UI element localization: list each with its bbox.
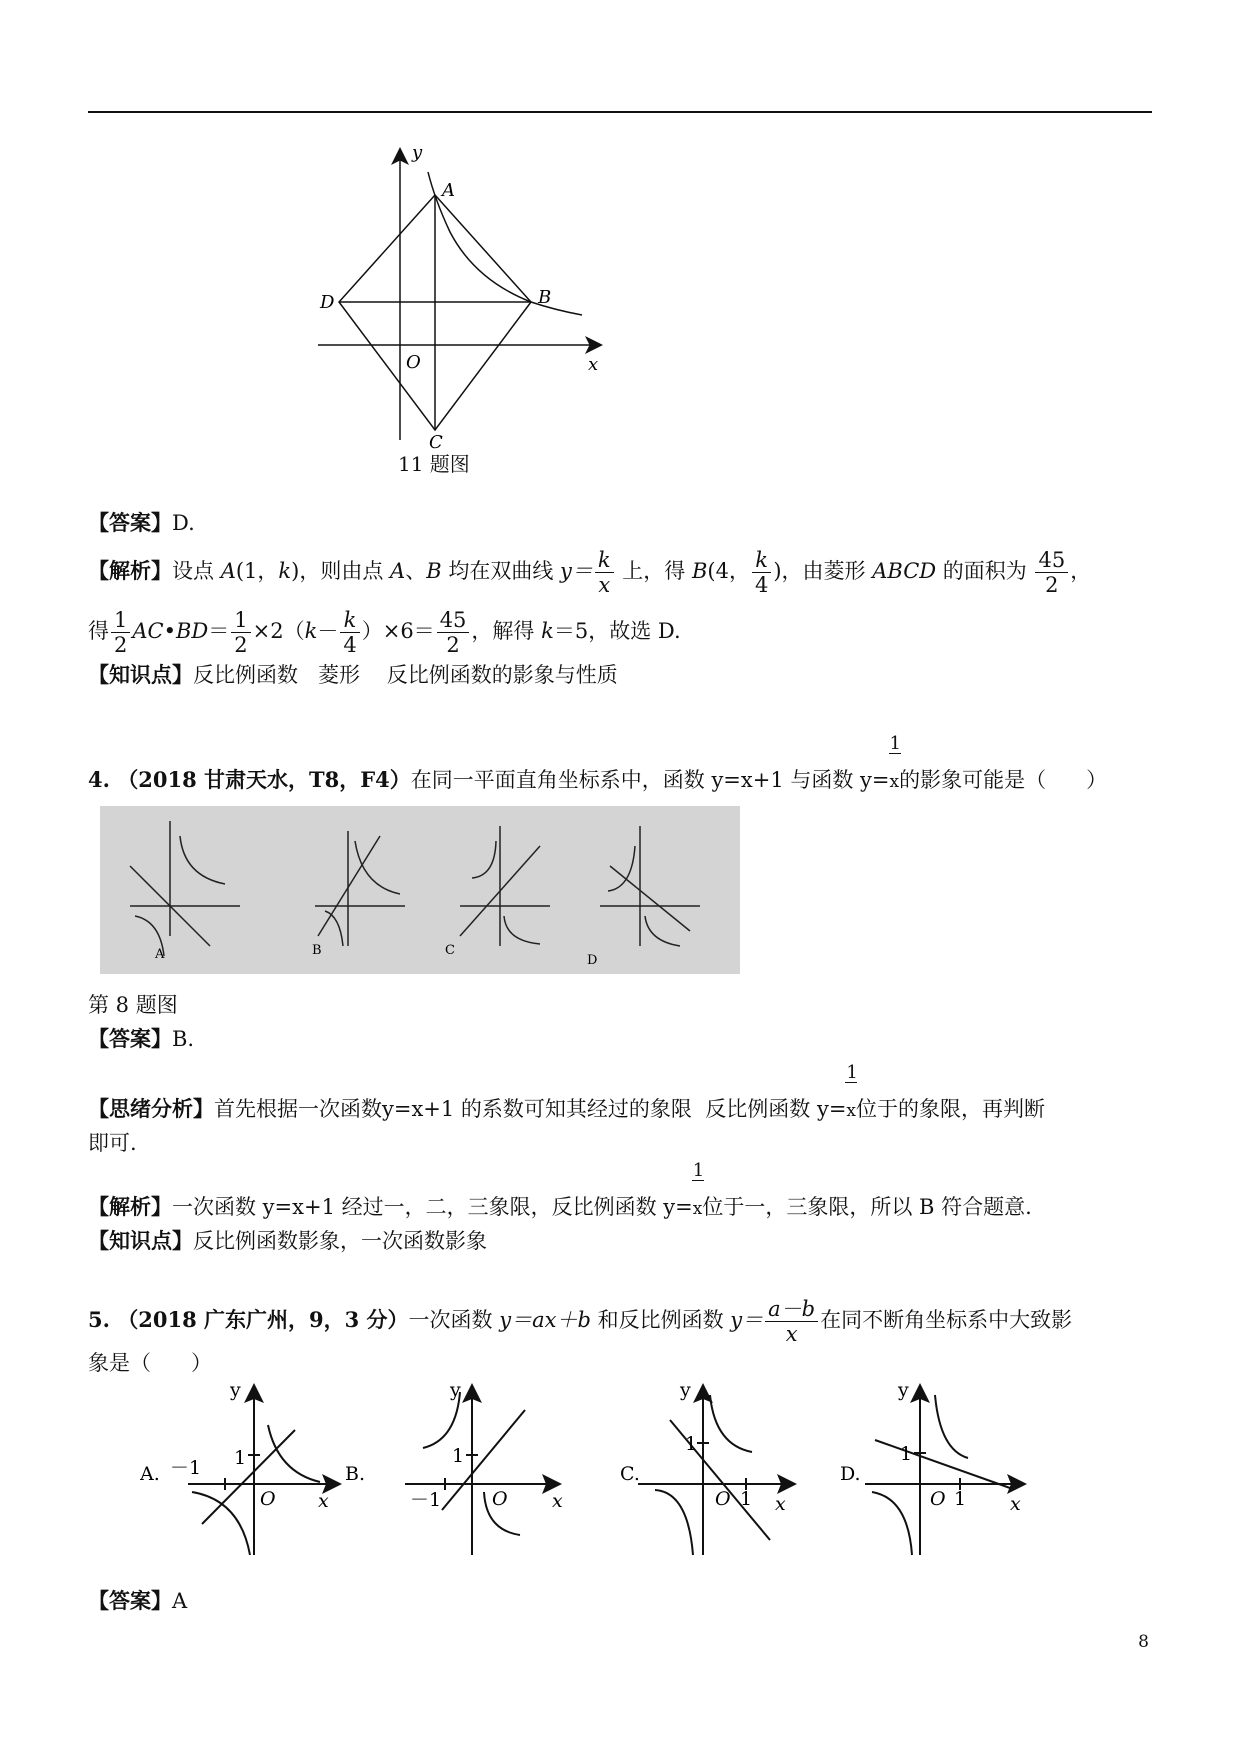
fraction-45-over-2: $\frac{45}{2}$	[1035, 548, 1068, 597]
q4-stem	[88, 733, 1108, 797]
text: 、	[405, 559, 427, 583]
fraction-1-over-x: $\frac{1}{x}$	[692, 1160, 705, 1219]
option-label-C: C.	[620, 1463, 640, 1485]
q5-head: 5. （2018 广东广州，9，3 分）	[88, 1307, 409, 1332]
answer-tag: 【答案】	[88, 510, 172, 535]
q4-thinking-line1	[88, 1062, 1046, 1126]
text: )，由菱形	[773, 559, 873, 583]
text: B	[426, 559, 442, 583]
text: 的面积为	[936, 559, 1034, 583]
text: 位于一，三象限，所以 B 符合题意.	[702, 1195, 1032, 1219]
text: 的影象可能是（ ）	[899, 768, 1108, 792]
option-label-D: D.	[840, 1463, 861, 1485]
axis-x-label: x	[318, 1490, 329, 1512]
fraction-1-over-x: $\frac{1}{x}$	[889, 733, 901, 792]
label-B: B	[538, 287, 552, 308]
text: k	[541, 619, 554, 643]
text: ＝5，故选 D.	[553, 619, 681, 643]
text: A	[390, 559, 406, 583]
knowledge-text: 反比例函数 菱形 反比例函数的影象与性质	[193, 663, 618, 687]
fraction-k-over-4: $\frac{k}{4}$	[340, 608, 359, 657]
q3-analysis-line2	[88, 608, 681, 657]
axis-x-label: x	[1010, 1493, 1021, 1515]
text: 位于的象限，再判断	[856, 1097, 1046, 1121]
axis-y-label: y	[230, 1380, 241, 1401]
fraction-1-over-x: $\frac{1}{x}$	[846, 1062, 858, 1121]
text: 得	[88, 619, 109, 643]
origin-label: O	[492, 1488, 508, 1510]
text: ABCD	[872, 559, 937, 583]
q3-answer	[88, 508, 195, 538]
tick-1: 1	[452, 1445, 465, 1467]
axis-y-label: y	[450, 1380, 461, 1401]
label-x: x	[588, 354, 599, 375]
tick-neg-1: －1	[410, 1489, 442, 1511]
text: 在同不断角坐标系中大致影	[820, 1308, 1073, 1332]
tick-neg-1: －1	[170, 1457, 202, 1479]
text: y＝ax＋b	[499, 1308, 591, 1332]
text: 上，得	[615, 559, 692, 583]
text: 在同一平面直角坐标系中，函数 y=x+1 与函数 y=	[410, 768, 890, 792]
tick-1: 1	[685, 1433, 698, 1455]
origin-label: O	[715, 1488, 731, 1510]
analysis-tag: 【解析】	[88, 1194, 172, 1219]
tick-1-x: 1	[954, 1488, 967, 1510]
header-rule	[88, 111, 1152, 113]
text: )，则由点	[291, 559, 391, 583]
q4-thinking-line2: 即可.	[88, 1131, 137, 1155]
axis-x-label: x	[552, 1490, 563, 1512]
option-label-B: B.	[345, 1463, 366, 1485]
q4-answer	[88, 1024, 194, 1054]
tick-1: 1	[900, 1443, 913, 1465]
text: A	[220, 559, 236, 583]
q3-knowledge	[88, 660, 618, 690]
q5-stem-line2: 象是（ ）	[88, 1351, 213, 1375]
option-label-A: A.	[140, 1463, 160, 1485]
option-label-C: C	[445, 943, 455, 958]
answer-value: D.	[172, 511, 195, 535]
q4-head: 4. （2018 甘肃天水，T8，F4）	[88, 767, 411, 792]
text: 一次函数	[408, 1308, 500, 1332]
option-label-B: B	[312, 943, 322, 958]
axis-y-label: y	[680, 1380, 691, 1401]
answer-value: A	[172, 1589, 188, 1613]
answer-value: B.	[172, 1027, 195, 1051]
fraction-a-minus-b-over-x: $\frac{a-b}{x}$	[765, 1297, 818, 1346]
text: －	[317, 619, 339, 643]
q3-analysis-line1	[88, 548, 1091, 597]
label-A: A	[442, 180, 455, 201]
text: (1，	[235, 559, 279, 583]
analysis-tag: 【解析】	[88, 558, 172, 583]
q5-stem-line1	[88, 1297, 1072, 1346]
label-O: O	[406, 352, 421, 373]
fraction-1-over-2: $\frac{1}{2}$	[111, 608, 130, 657]
option-label-A: A	[155, 947, 165, 962]
label-D: D	[320, 292, 335, 313]
knowledge-tag: 【知识点】	[88, 1228, 193, 1253]
q5-answer	[88, 1586, 187, 1616]
text: (4，	[707, 559, 750, 583]
axis-y-label: y	[898, 1380, 909, 1401]
origin-label: O	[930, 1488, 946, 1510]
text: y＝	[730, 1308, 764, 1332]
axis-x-label: x	[775, 1493, 786, 1515]
label-C: C	[429, 432, 443, 450]
label-y: y	[412, 142, 423, 163]
text: y＝	[560, 559, 593, 583]
figure-11-diagram	[310, 140, 620, 450]
text: 首先根据一次函数y=x+1 的系数可知其经过的象限 反比例函数 y=	[214, 1097, 847, 1121]
fraction-45-over-2: $\frac{45}{2}$	[437, 608, 470, 657]
q5-options-figure	[140, 1380, 1100, 1560]
text: ，解得	[471, 619, 542, 643]
text: k	[304, 619, 318, 643]
tick-1: 1	[234, 1447, 247, 1469]
text: B	[691, 559, 708, 583]
answer-tag: 【答案】	[88, 1588, 172, 1613]
text: 一次函数 y=x+1 经过一，二，三象限，反比例函数 y=	[172, 1195, 693, 1219]
q4-knowledge	[88, 1226, 487, 1256]
thinking-tag: 【思绪分析】	[88, 1096, 214, 1121]
q4-figure-caption: 第 8 题图	[88, 993, 178, 1017]
text: ＝	[208, 619, 230, 643]
tick-1-x: 1	[740, 1488, 753, 1510]
text: ，	[1070, 559, 1092, 583]
fraction-k-over-x: $\frac{k}{x}$	[595, 548, 614, 597]
text: 均在双曲线	[441, 559, 560, 583]
answer-tag: 【答案】	[88, 1026, 172, 1051]
text: k	[278, 559, 292, 583]
knowledge-tag: 【知识点】	[88, 662, 193, 687]
figure-11-caption: 11 题图	[398, 452, 470, 476]
page-number: 8	[1138, 1632, 1149, 1652]
text: ）×6＝	[361, 619, 435, 643]
text: AC•BD	[132, 619, 209, 643]
text: 设点	[172, 559, 221, 583]
q4-analysis	[88, 1160, 1032, 1224]
fraction-1-over-2: $\frac{1}{2}$	[231, 608, 250, 657]
knowledge-text: 反比例函数影象，一次函数影象	[193, 1229, 487, 1253]
text: ×2（	[252, 619, 305, 643]
q4-options-figure	[100, 806, 740, 974]
origin-label: O	[260, 1488, 276, 1510]
fraction-k-over-4: $\frac{k}{4}$	[752, 548, 771, 597]
option-label-D: D	[587, 953, 598, 968]
text: 和反比例函数	[590, 1308, 731, 1332]
